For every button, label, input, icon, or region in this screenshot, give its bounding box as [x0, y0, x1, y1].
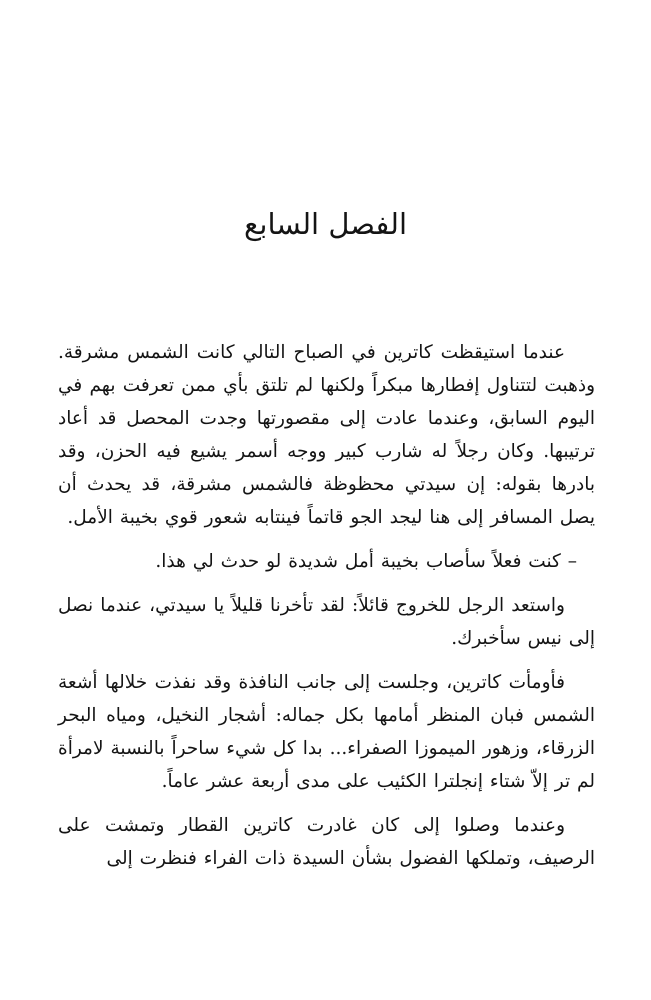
chapter-body [58, 336, 595, 886]
paragraph-narration-1: عندما استيقظت كاترين في الصباح التالي كانت الشمس مشرقة. وذهبت لتتناول إفطارها مبكراً ولكنها لم تلتق بأي ممن تعرفت بهم في اليوم السابق، وعندما عادت إلى مقصورتها وجدت المحصل قد أعاد ترتيبها. وكان رجلاً له شارب كبير ووجه أسمر يشيع فيه الحزن، وقد بادرها بقوله: إن سيدتي محظوظة فالشمس مشرقة، قد يحدث أن يصل المسافر إلى هنا ليجد الجو قاتماً فينتابه شعور قوي بخيبة الأمل. [58, 342, 595, 528]
chapter-title: الفصل السابع [244, 207, 407, 241]
paragraph-narration-3: فأومأت كاترين، وجلست إلى جانب النافذة وقد نفذت خلالها أشعة الشمس فبان المنظر أمامها بكل جماله: أشجار النخيل، ومياه البحر الزرقاء، وزهور الميموزا الصفراء... بدا كل شيء ساحراً بالنسبة لامرأة لم تر إلاّ شتاء إنجلترا الكئيب على مدى أربعة عشر عاماً. [58, 672, 595, 792]
paragraph-dialogue-1: – كنت فعلاً سأصاب بخيبة أمل شديدة لو حدث لي هذا. [155, 551, 577, 572]
paragraph-narration-4: وعندما وصلوا إلى كان غادرت كاترين القطار وتمشت على الرصيف، وتملكها الفضول بشأن السيدة ذات الفراء فنظرت إلى [58, 815, 595, 869]
paragraph-narration-2: واستعد الرجل للخروج قائلاً: لقد تأخرنا قليلاً يا سيدتي، عندما نصل إلى نيس سأخبرك. [58, 595, 595, 649]
